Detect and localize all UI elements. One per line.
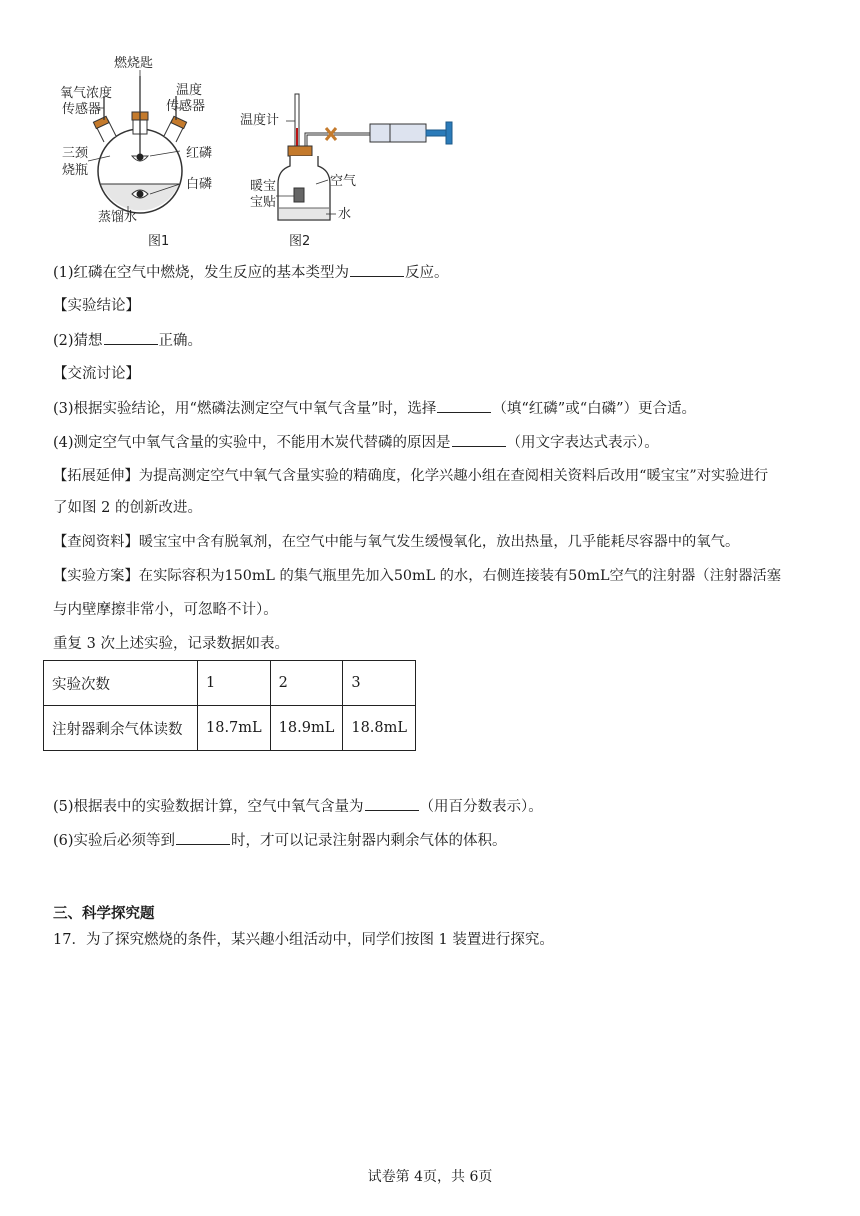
- question-17: 17．为了探究燃烧的条件，某兴趣小组活动中，同学们按图 1 装置进行探究。: [53, 932, 554, 948]
- repeat-line: 重复 3 次上述实验，记录数据如表。: [53, 636, 289, 652]
- label-white-phosphorus: 白磷: [186, 177, 213, 192]
- question-1-suffix: 反应。: [405, 265, 449, 281]
- label-red-phosphorus: 红磷: [186, 146, 213, 161]
- extension-line-1: 【拓展延伸】为提高测定空气中氧气含量实验的精确度，化学兴趣小组在查阅相关资料后改用“暖宝宝”对实验进行: [53, 468, 769, 484]
- question-3: [53, 398, 696, 419]
- answer-blank-4[interactable]: [452, 432, 506, 447]
- caption-fig1: 图1: [148, 234, 170, 249]
- label-warmer-line1: 暖宝: [250, 179, 277, 194]
- heading-discussion: 【交流讨论】: [53, 366, 140, 382]
- question-5-text: (5)根据表中的实验数据计算，空气中氧气含量为: [53, 799, 364, 815]
- reference-line: 【查阅资料】暖宝宝中含有脱氧剂，在空气中能与氧气发生缓慢氧化，放出热量，几乎能耗尽容器中的氧气。: [53, 534, 740, 550]
- table-cell: 注射器剩余气体读数: [44, 706, 198, 751]
- extension-line-2: 了如图 2 的创新改进。: [53, 500, 202, 516]
- table-cell: 2: [270, 661, 343, 706]
- answer-blank-2[interactable]: [104, 330, 158, 345]
- heading-conclusion: 【实验结论】: [53, 298, 140, 314]
- page-footer: 试卷第 4页，共 6页: [367, 1169, 493, 1185]
- label-o2-sensor-line1: 氧气浓度: [60, 86, 113, 101]
- plan-line-1: 【实验方案】在实际容积为150mL 的集气瓶里先加入50mL 的水，右侧连接装有50mL空气的注射器（注射器活塞: [53, 568, 782, 584]
- question-2-text: (2)猜想: [53, 333, 103, 349]
- label-flask-line2: 烧瓶: [62, 163, 89, 178]
- table-cell: 18.7mL: [198, 706, 271, 751]
- question-4-text: (4)测定空气中氧气含量的实验中，不能用木炭代替磷的原因是: [53, 435, 451, 451]
- label-air: 空气: [330, 174, 357, 189]
- label-thermometer: 温度计: [240, 113, 280, 128]
- answer-blank-3[interactable]: [437, 398, 491, 413]
- label-distilled-water: 蒸馏水: [98, 210, 138, 225]
- table-row: [44, 661, 416, 706]
- question-3-suffix: （填“红磷”或“白磷”）更合适。: [492, 401, 697, 417]
- question-3-text: (3)根据实验结论，用“燃磷法测定空气中氧气含量”时，选择: [53, 401, 437, 417]
- answer-blank-6[interactable]: [176, 830, 230, 845]
- question-6: [53, 830, 507, 851]
- label-temp-sensor-line2: 传感器: [166, 99, 206, 114]
- answer-blank-1[interactable]: [350, 262, 404, 277]
- table-row: [44, 706, 416, 751]
- label-warmer-line2: 宝贴: [250, 195, 277, 210]
- plan-line-2: 与内壁摩擦非常小，可忽略不计）。: [53, 602, 278, 618]
- caption-fig2: 图2: [289, 234, 311, 249]
- label-o2-sensor-line2: 传感器: [62, 102, 102, 117]
- question-2: [53, 330, 202, 351]
- question-4-suffix: （用文字表达式表示）。: [506, 435, 659, 451]
- answer-blank-5[interactable]: [365, 796, 419, 811]
- question-4: [53, 432, 659, 453]
- section-title: 三、科学探究题: [53, 906, 155, 922]
- table-cell: 3: [343, 661, 416, 706]
- question-1-text: (1)红磷在空气中燃烧，发生反应的基本类型为: [53, 265, 350, 281]
- question-2-suffix: 正确。: [158, 333, 203, 349]
- question-6-suffix: 时，才可以记录注射器内剩余气体的体积。: [231, 833, 507, 849]
- table-cell: 18.9mL: [270, 706, 343, 751]
- question-6-text: (6)实验后必须等到: [53, 833, 176, 849]
- label-spoon: 燃烧匙: [114, 56, 154, 71]
- label-flask-line1: 三颈: [62, 146, 89, 161]
- question-1: [53, 262, 449, 283]
- table-cell: 18.8mL: [343, 706, 416, 751]
- question-5: [53, 796, 543, 817]
- data-table: [43, 660, 416, 751]
- label-temp-sensor-line1: 温度: [176, 83, 203, 98]
- question-5-suffix: （用百分数表示）。: [419, 799, 543, 815]
- table-cell: 实验次数: [44, 661, 198, 706]
- label-water: 水: [338, 207, 352, 222]
- flask-diagram: [60, 56, 250, 236]
- table-cell: 1: [198, 661, 271, 706]
